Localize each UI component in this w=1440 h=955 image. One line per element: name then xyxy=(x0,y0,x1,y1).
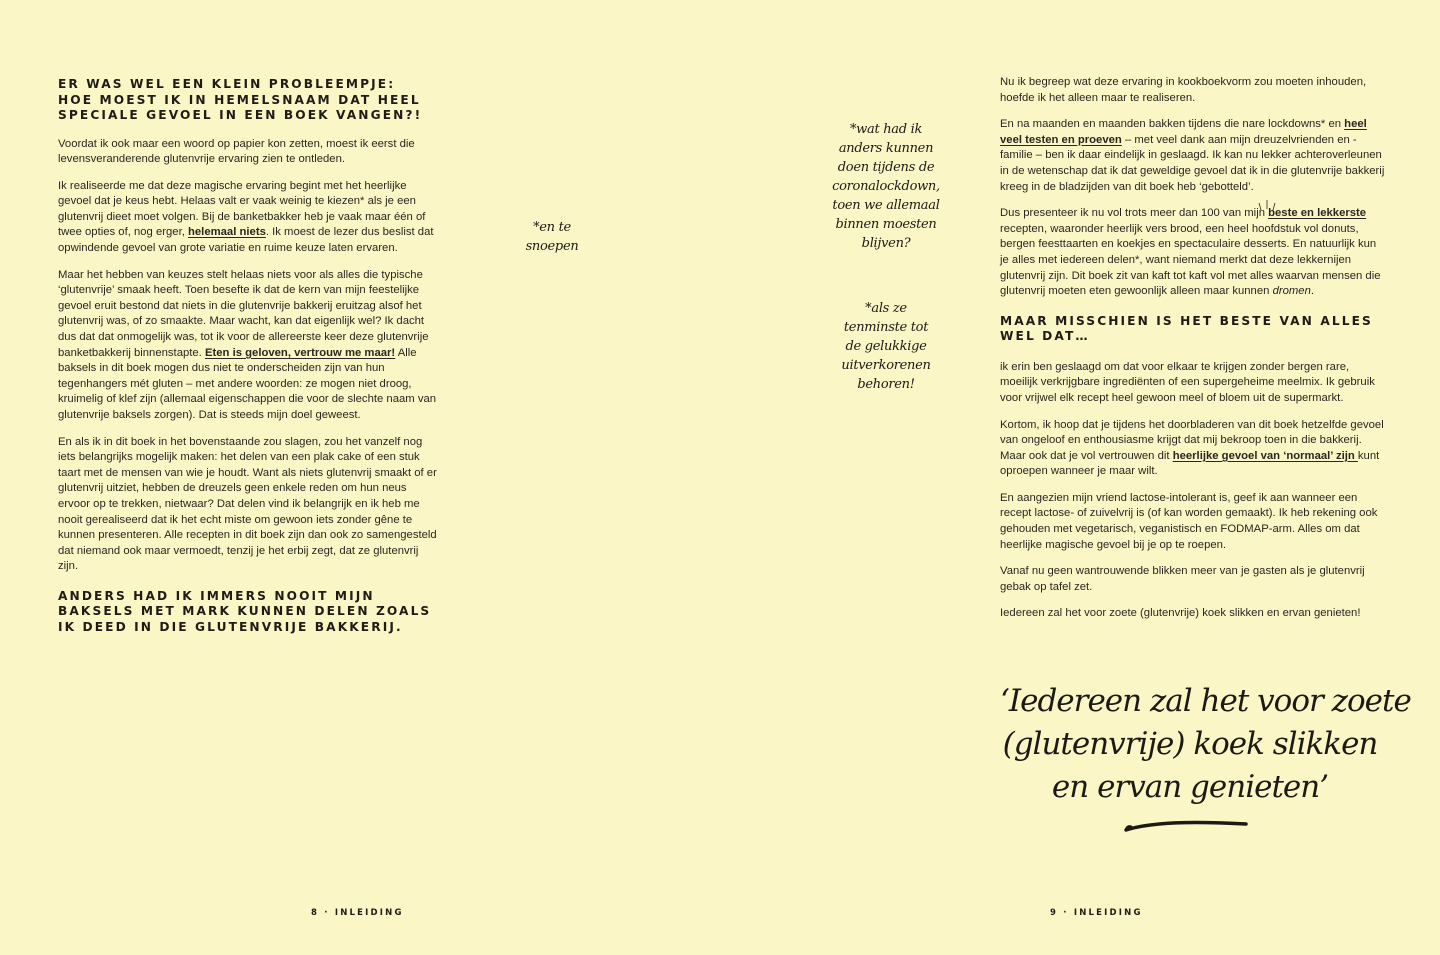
right-paragraph-3: Dus presenteer ik nu vol trots meer dan 100 van mijn beste en lekkerste recepten, waaronder heerlijk vers brood, een heel hoofdstuk vol donuts, bergen feesttaarten en koekjes en spectaculaire desserts. En natuurlijk kun je alles met iedereen delen*, want niemand merkt dat deze lekkernijen glutenvrij zijn. Dit boek zit van kaft tot kaft vol met alles waarvan mensen die glutenvrij moeten eten gewoonlijk alleen maar kunnen dromen. xyxy=(1000,207,1381,298)
left-paragraph-3: Maar het hebben van keuzes stelt helaas niets voor als alles die typische ‘glutenvrije’ smaak heeft. Toen besefte ik dat de kern van mijn feestelijke gevoel eruit bestond dat niets in die glutenvrije bakkerij eruitzag alsof het glutenvrij was, of zo smaakte. Maar wacht, kan dat eigenlijk wel? Ik dacht dus dat dat onmogelijk was, tot ik voor de allereerste keer deze glutenvrije banketbakkerij binnenstapte. Eten is geloven, vertrouw me maar! Alle baksels in dit boek mogen dus niet te onderscheiden zijn van hun tegenhangers mét gluten – met andere woorden: ze mogen niet droog, kruimelig of klef zijn (allemaal eigenschappen die voor de slechte naam van glutenvrije baksels zorgen). Dat is steeds mijn doel geweest. xyxy=(58,268,437,421)
emphasis-normaal-zijn: heerlijke gevoel van ‘normaal’ zijn xyxy=(1172,449,1358,462)
left-paragraph-4: En als ik in dit boek in het bovenstaande zou slagen, zou het vanzelf nog iets belangrijks mogelijk maken: het delen van een plak cake of een stuk taart met de mensen van wie je houdt. Want als niets glutenvrij smaakt of er glutenvrij uitziet, hebben de dreuzels geen enkele reden om hun neus ervoor op te trekken, nietwaar? Dat delen vind ik belangrijk en ik heb me nooit gerealiseerd dat ik het echt miste om gewoon iets zonder gêne te kunnen presenteren. Alle recepten in dit boek zijn dan ook zo samengesteld dat niemand ook maar vermoedt, tenzij je het erbij zegt, dat ze glutenvrij zijn. xyxy=(58,435,437,573)
handwritten-note-coronalockdown: *wat had ik anders kunnen doen tijdens de coronalockdown, toen we allemaal binnen moesten blijven? xyxy=(832,122,940,251)
right-page xyxy=(720,0,1440,955)
right-paragraph-5: Kortom, ik hoop dat je tijdens het doorbladeren van dit boek hetzelfde gevoel van ongeloof en enthousiasme krijgt dat mij bekroop toen in die bakkerij. Maar ook dat je vol vertrouwen dit heerlijke gevoel van ‘normaal’ zijn kunt oproepen wanneer je maar wilt. xyxy=(1000,418,1384,478)
left-text-column xyxy=(58,77,440,648)
right-paragraph-2: En na maanden en maanden bakken tijdens die nare lockdowns* en heel veel testen en proeven – met veel dank aan mijn dreuzelvrienden en -familie – ben ik daar eindelijk in geslaagd. Ik kan nu lekker achteroverleunen in de wetenschap dat ik dat geweldige gevoel dat ik in die glutenvrije bakkerij kreeg in de bladzijden van dit boek heb ‘gebotteld’. xyxy=(1000,118,1385,193)
emphasis-eten-is-geloven: Eten is geloven, vertrouw me maar! xyxy=(204,346,396,359)
left-heading-1: ER WAS WEL EEN KLEIN PROBLEEMPJE: HOE MOEST IK IN HEMELSNAAM DAT HEEL SPECIALE GEVOEL IN EEN BOEK VANGEN?! xyxy=(58,77,423,122)
sparkle-icon xyxy=(1257,199,1277,211)
right-page-folio: 9 · INLEIDING xyxy=(1050,908,1143,918)
left-paragraph-1: Voordat ik ook maar een woord op papier kon zetten, moest ik eerst die levensveranderende glutenvrije ervaring zien te ontleden. xyxy=(58,137,415,166)
handwritten-note-en-te-snoepen: *en te snoepen xyxy=(525,220,579,254)
right-text-column xyxy=(1000,75,1386,633)
left-page-folio: 8 · INLEIDING xyxy=(311,908,404,918)
right-paragraph-8: Iedereen zal het voor zoete (glutenvrije) koek slikken en ervan genieten! xyxy=(1000,607,1361,620)
right-paragraph-1: Nu ik begreep wat deze ervaring in kookboekvorm zou moeten inhouden, hoefde ik het alleen maar te realiseren. xyxy=(1000,76,1367,104)
right-paragraph-4: ik erin ben geslaagd om dat voor elkaar te krijgen zonder bergen rare, moeilijk verkrijgbare ingrediënten of een supergeheime meelmix. Ik gebruik voor vrijwel elk recept heel gewoon meel of bloem uit de supermarkt. xyxy=(1000,360,1375,404)
left-heading-2: ANDERS HAD IK IMMERS NOOIT MIJN BAKSELS MET MARK KUNNEN DELEN ZOALS IK DEED IN DIE GLUTENVRIJE BAKKERIJ. xyxy=(58,588,432,634)
pull-quote: ‘Iedereen zal het voor zoete (glutenvrije) koek slikken en ervan genieten’ xyxy=(1000,683,1411,805)
handwritten-note-uitverkorenen: *als ze tenminste tot de gelukkige uitverkorenen behoren! xyxy=(841,301,931,392)
right-paragraph-7: Vanaf nu geen wantrouwende blikken meer van je gasten als je glutenvrij gebak op tafel zet. xyxy=(1000,565,1365,593)
brush-stroke-underline xyxy=(1122,818,1252,836)
emphasis-beste-en-lekkerste: beste en lekkerste xyxy=(1268,207,1367,220)
right-paragraph-6: En aangezien mijn vriend lactose-intolerant is, geef ik aan wanneer een recept lactose- of zuivelvrij is (of kan worden gemaakt). Ik heb rekening ook gehouden met vegetarisch, veganistisch en FODMAP-arm. Alles om dat heerlijke magische gevoel bij je op te roepen. xyxy=(1000,491,1378,551)
emphasis-helemaal-niets: helemaal niets xyxy=(188,226,266,239)
right-heading: MAAR MISSCHIEN IS HET BESTE VAN ALLES WEL DAT… xyxy=(1000,313,1373,344)
emphasis-heel-veel-testen: heel veel testen en proeven xyxy=(1000,118,1367,146)
left-paragraph-2: Ik realiseerde me dat deze magische ervaring begint met het heerlijke gevoel dat je keus hebt. Helaas valt er vaak weinig te kiezen* als je een glutenvrij dieet moet volgen. Bij de banketbakker heb je vaak maar één of twee opties of, nog erger, helemaal niets. Ik moest de lezer dus beslist dat opwindende gevoel van grote variatie en ruime keuze laten ervaren. xyxy=(58,179,434,255)
